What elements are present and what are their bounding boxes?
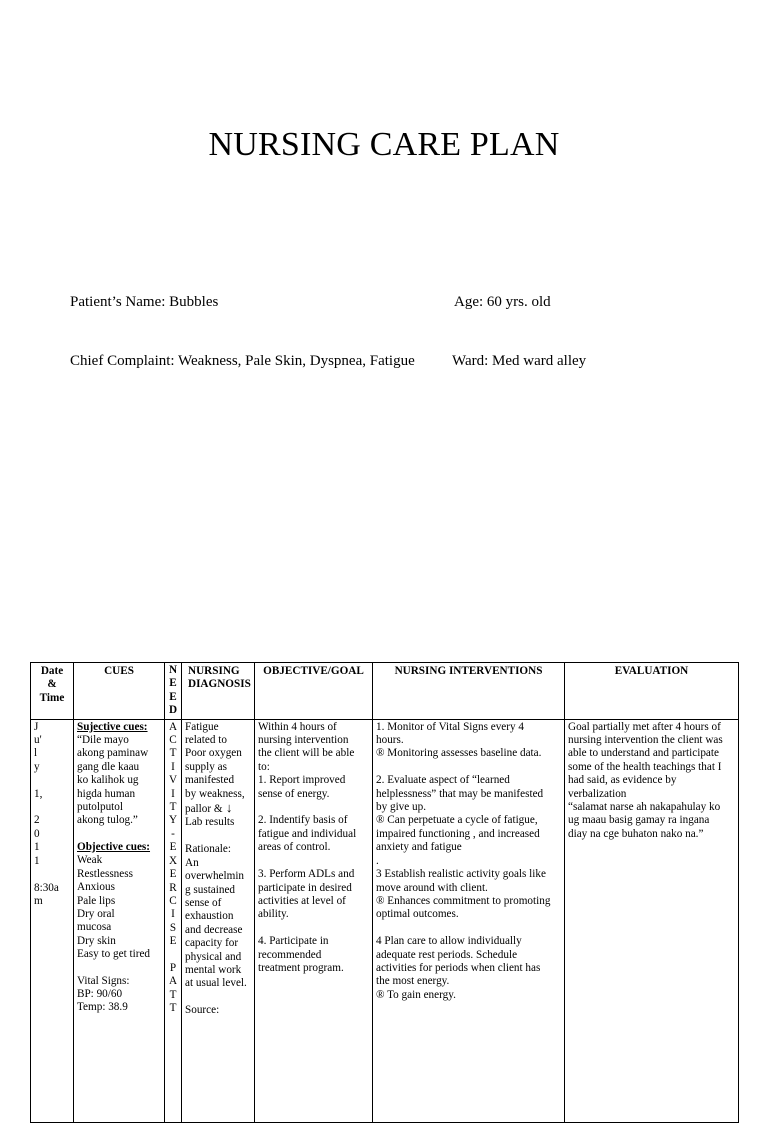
intervention-line: 3 Establish realistic activity goals like	[376, 868, 546, 881]
header-date-line: Time	[39, 691, 65, 704]
need-letter: E	[169, 841, 177, 854]
objective-line: sense of energy.	[258, 787, 330, 800]
need-letter: T	[169, 801, 177, 814]
diagnosis-line: Lab results	[185, 816, 235, 829]
intervention-line: 2. Evaluate aspect of “learned	[376, 774, 510, 787]
subjective-cue-line: ko kalihok ug	[77, 774, 139, 787]
objective-goal-cell	[255, 719, 373, 1122]
intervention-line: ® Enhances commitment to promoting	[376, 894, 551, 907]
objective-line: 2. Indentify basis of	[258, 814, 348, 827]
need-letter: E	[169, 868, 177, 881]
intervention-line: .	[376, 854, 379, 867]
evaluation-line: Goal partially met after 4 hours of	[568, 720, 721, 733]
need-letter: I	[171, 787, 175, 800]
patient-age: Age: 60 yrs. old	[454, 294, 551, 310]
need-letter: I	[171, 908, 175, 921]
objective-line: 1. Report improved	[258, 774, 346, 787]
header-need-letter: E	[169, 677, 177, 690]
objective-cue-line: Weak	[77, 854, 103, 867]
objective-line: treatment program.	[258, 961, 344, 974]
evaluation-line: verbalization	[568, 787, 627, 800]
evaluation-line: some of the health teachings that I	[568, 760, 722, 773]
intervention-line: the most energy.	[376, 975, 450, 988]
objective-line: recommended	[258, 948, 322, 961]
diagnosis-line: Rationale:	[185, 843, 231, 856]
need-letter: E	[169, 935, 177, 948]
evaluation-line: able to understand and participate	[568, 747, 719, 760]
intervention-line: activities for periods when client has	[376, 961, 541, 974]
diagnosis-line: and decrease	[185, 923, 243, 936]
date-char: 1	[34, 854, 40, 867]
header-row	[31, 663, 739, 720]
need-letter: C	[169, 734, 177, 747]
nursing-interventions-cell	[373, 719, 565, 1122]
date-char	[34, 868, 70, 881]
diagnosis-line: by weakness,	[185, 787, 245, 800]
intervention-line: ® Monitoring assesses baseline data.	[376, 747, 542, 760]
intervention-line: ® Can perpetuate a cycle of fatigue,	[376, 814, 538, 827]
subjective-cue-line: akong tulog.”	[77, 814, 138, 827]
diagnosis-line: capacity for	[185, 937, 239, 950]
diagnosis-line: g sustained	[185, 883, 236, 896]
care-plan-table	[30, 662, 739, 1123]
diagnosis-line: mental work	[185, 963, 242, 976]
header-evaluation: EVALUATION	[565, 663, 739, 720]
date-char: 2	[34, 814, 40, 827]
date-char: l	[34, 747, 38, 760]
subjective-cue-line: higda human	[77, 787, 136, 800]
objective-cue-line: Pale lips	[77, 894, 116, 907]
subjective-cue-line: akong paminaw	[77, 747, 149, 760]
intervention-line: 1. Monitor of Vital Signs every 4	[376, 720, 524, 733]
date-time-cell	[31, 719, 74, 1122]
date-char: u'	[34, 734, 42, 747]
need-letter: R	[169, 881, 177, 894]
subjective-cue-line: gang dle kaau	[77, 760, 140, 773]
need-letter: T	[169, 747, 177, 760]
objective-line: fatigue and individual	[258, 827, 357, 840]
header-objective-goal: OBJECTIVE/GOAL	[255, 663, 373, 720]
date-char: 1,	[34, 787, 43, 800]
need-letter: V	[168, 774, 178, 787]
need-letter: C	[169, 894, 177, 907]
evaluation-line: had said, as evidence by	[568, 774, 677, 787]
header-need	[165, 663, 182, 720]
diagnosis-line: overwhelmin	[185, 870, 245, 883]
header-cues: CUES	[74, 663, 165, 720]
diagnosis-line: exhaustion	[185, 910, 234, 923]
subjective-cue-line: putolputol	[77, 801, 123, 814]
date-char	[34, 774, 70, 787]
need-letter: I	[171, 760, 175, 773]
date-char: 8:30a	[34, 881, 59, 894]
diagnosis-line: An	[185, 856, 199, 869]
diagnosis-line: at usual level.	[185, 977, 247, 990]
objective-line: participate in desired	[258, 881, 352, 894]
header-diagnosis-line: NURSING	[188, 665, 240, 677]
header-date-line: Date	[40, 665, 64, 677]
cues-cell	[74, 719, 165, 1122]
need-letter: S	[169, 921, 177, 934]
intervention-line: anxiety and fatigue	[376, 841, 462, 854]
intervention-line: hours.	[376, 734, 404, 747]
objective-cue-line: Easy to get tired	[77, 948, 151, 961]
date-char: 0	[34, 827, 40, 840]
objective-line	[258, 855, 369, 868]
evaluation-line: “salamat narse ah nakapahulay ko	[568, 801, 721, 814]
patient-name: Patient’s Name: Bubbles	[70, 294, 219, 310]
diagnosis-line: Source:	[185, 1004, 220, 1017]
objective-cue-line: Dry oral	[77, 907, 115, 920]
need-letter: Y	[168, 814, 178, 827]
header-diagnosis-line: DIAGNOSIS	[188, 678, 251, 691]
objective-line: 4. Participate in	[258, 935, 329, 948]
header-need-letter: D	[168, 704, 178, 717]
vital-sign-line: Temp: 38.9	[77, 1001, 128, 1014]
need-letter	[166, 949, 180, 962]
table-row	[31, 719, 739, 1122]
intervention-line: by give up.	[376, 801, 427, 814]
intervention-line: 4 Plan care to allow individually	[376, 935, 522, 948]
objective-line: Within 4 hours of	[258, 720, 337, 733]
diagnosis-line: Fatigue	[185, 720, 219, 733]
objective-line	[258, 801, 369, 814]
evaluation-line: ug maau basig gamay ra ingana	[568, 814, 710, 827]
need-letter: -	[171, 827, 175, 840]
subjective-cue-line: “Dile mayo	[77, 734, 129, 747]
diagnosis-line	[185, 991, 251, 1004]
diagnosis-line: manifested	[185, 774, 235, 787]
objective-cue-line: Restlessness	[77, 867, 133, 880]
header-nursing-interventions: NURSING INTERVENTIONS	[373, 663, 565, 720]
header-need-letter: N	[168, 664, 178, 676]
header-date-time	[31, 663, 74, 720]
intervention-line: ® To gain energy.	[376, 988, 456, 1001]
evaluation-line: diay na cge buhaton nako na.”	[568, 827, 704, 840]
date-char	[34, 801, 70, 814]
intervention-line: adequate rest periods. Schedule	[376, 948, 518, 961]
header-nursing-diagnosis	[182, 663, 255, 720]
evaluation-line: nursing intervention the client was	[568, 734, 723, 747]
diagnosis-line: pallor & ↓	[185, 800, 233, 816]
objective-cue-line: mucosa	[77, 921, 112, 934]
intervention-line	[376, 761, 561, 774]
intervention-line: impaired functioning , and increased	[376, 827, 540, 840]
date-char: 1	[34, 841, 40, 854]
date-char: J	[34, 720, 39, 733]
diagnosis-line: sense of	[185, 896, 222, 909]
date-char: m	[34, 894, 43, 907]
diagnosis-line	[185, 830, 251, 843]
objective-line	[258, 922, 369, 935]
header-need-letter: E	[169, 690, 177, 703]
need-cell	[165, 719, 182, 1122]
diagnosis-line: physical and	[185, 950, 242, 963]
nursing-diagnosis-cell	[182, 719, 255, 1122]
need-letter: T	[169, 988, 177, 1001]
vital-sign-line: Vital Signs:	[77, 974, 130, 987]
intervention-line	[376, 922, 561, 935]
diagnosis-line: Poor oxygen	[185, 747, 242, 760]
header-date-line: &	[47, 678, 57, 691]
intervention-line: move around with client.	[376, 881, 488, 894]
date-char: y	[34, 760, 40, 773]
objective-cues-label: Objective cues:	[77, 840, 151, 853]
evaluation-cell	[565, 719, 739, 1122]
need-letter: P	[169, 961, 177, 974]
need-letter: A	[168, 975, 178, 988]
intervention-line: helplessness” that may be manifested	[376, 787, 544, 800]
chief-complaint: Chief Complaint: Weakness, Pale Skin, Dyspnea, Fatigue	[70, 353, 415, 369]
need-letter: X	[168, 854, 178, 867]
objective-line: areas of control.	[258, 841, 331, 854]
vital-sign-line: BP: 90/60	[77, 987, 123, 1000]
objective-line: 3. Perform ADLs and	[258, 868, 355, 881]
objective-cue-line: Anxious	[77, 881, 115, 894]
objective-line: activities at level of	[258, 894, 346, 907]
ward: Ward: Med ward alley	[452, 353, 587, 369]
subjective-cues-label: Sujective cues:	[77, 720, 148, 733]
need-letter: A	[168, 720, 178, 733]
objective-cue-line: Dry skin	[77, 934, 116, 947]
objective-line: ability.	[258, 908, 289, 921]
diagnosis-line: supply as	[185, 760, 227, 773]
objective-line: the client will be able	[258, 747, 355, 760]
down-arrow-icon: ↓	[222, 800, 233, 816]
diagnosis-line: related to	[185, 734, 227, 747]
objective-line: nursing intervention	[258, 734, 349, 747]
page-title: NURSING CARE PLAN	[208, 126, 560, 163]
need-letter: T	[169, 1002, 177, 1015]
intervention-line: optimal outcomes.	[376, 908, 459, 921]
objective-line: to:	[258, 760, 270, 773]
